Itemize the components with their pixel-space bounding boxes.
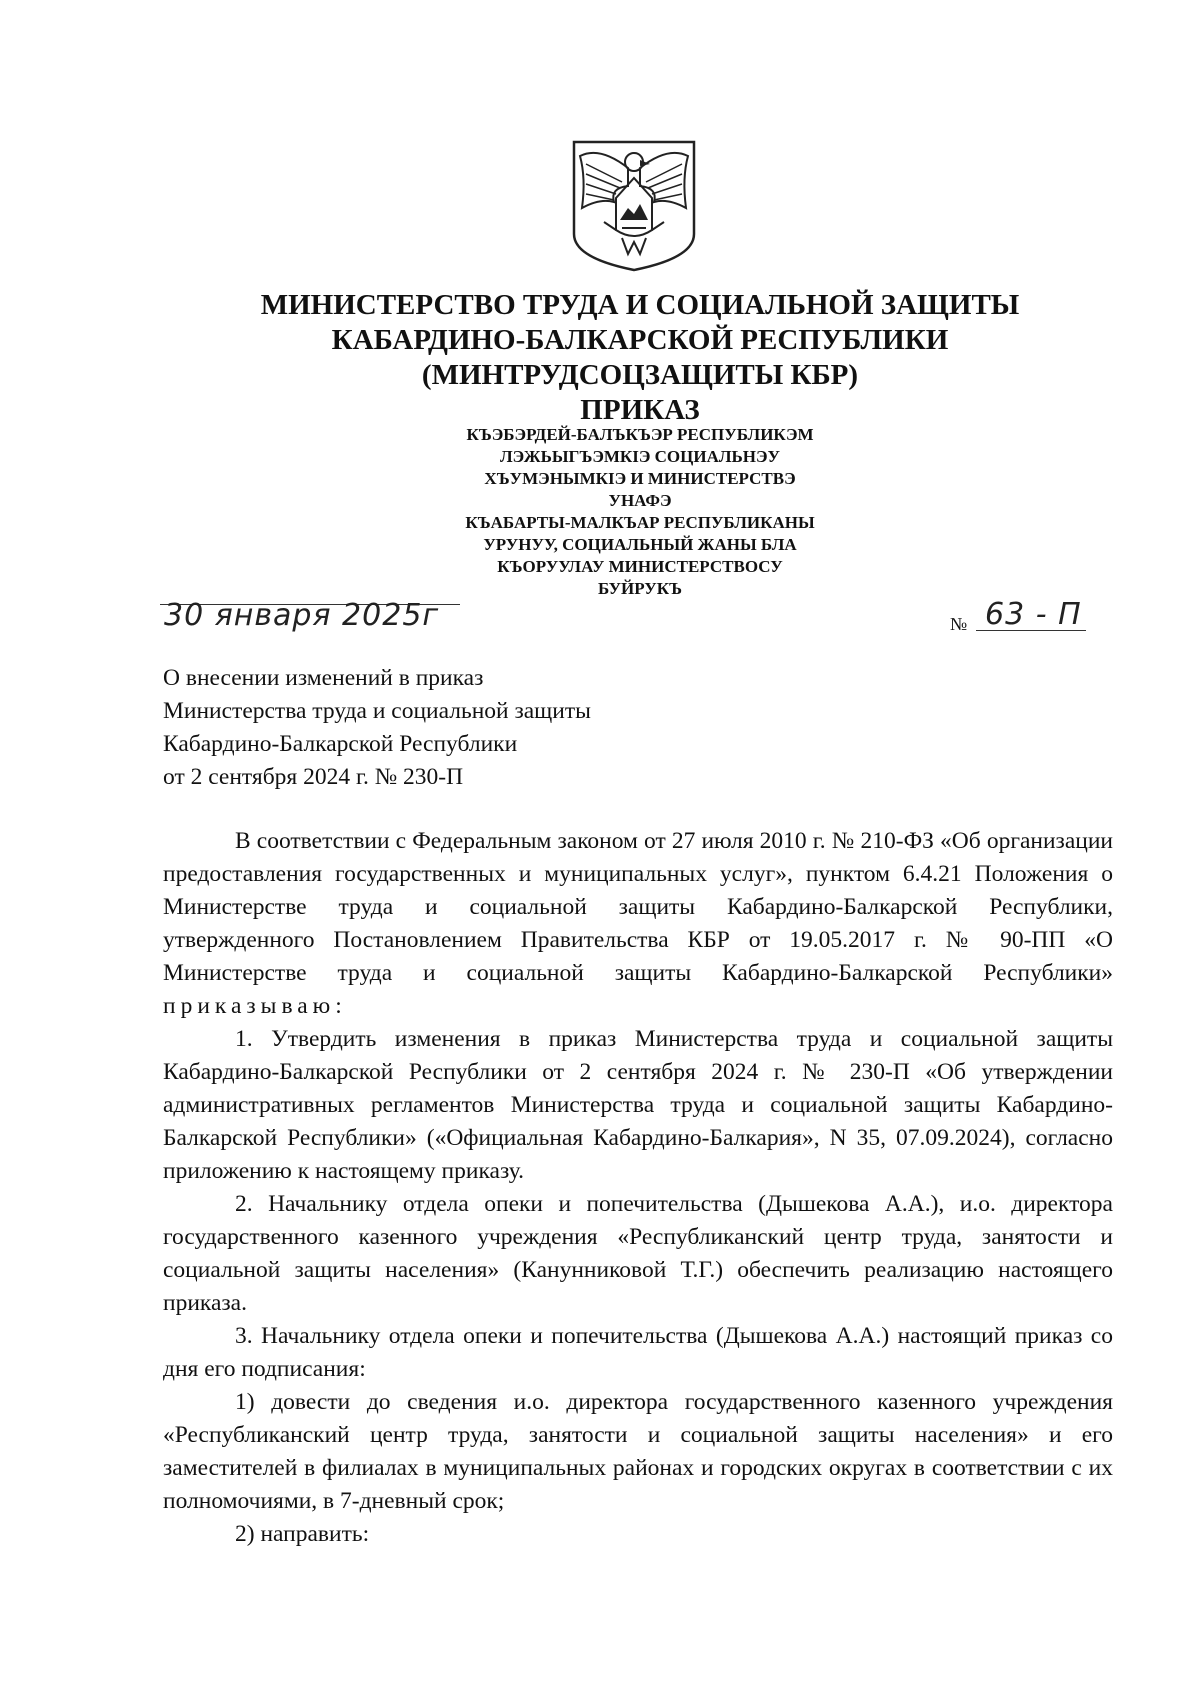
item-3-1-paragraph: 1) довести до сведения и.о. директора государственного казенного учреждения «Республиканский центр труда, занятости и социальной защиты населения» и его заместителей в филиалах в муниципальных районах и городских округах в соответствии с их полномочиями, в 7-дневный срок; bbox=[163, 1389, 1113, 1514]
order-body bbox=[163, 825, 1113, 1551]
item-1-paragraph: 1. Утвердить изменения в приказ Министерства труда и социальной защиты Кабардино-Балкарской Республики от 2 сентября 2024 г. № 230-П «Об утверждении административных регламентов Министерства труда и социальной защиты Кабардино-Балкарской Республики» («Официальная Кабардино-Балкария», N 35, 07.09.2024), согласно приложению к настоящему приказу. bbox=[163, 1026, 1113, 1184]
coat-of-arms-emblem bbox=[570, 138, 698, 274]
native-header-line: ХЪУМЭНЫМКIЭ И МИНИСТЕРСТВЭ bbox=[484, 469, 796, 488]
subject-line: О внесении изменений в приказ bbox=[163, 665, 484, 691]
native-header-line: БУЙРУКЪ bbox=[597, 579, 683, 598]
native-header-line: УНАФЭ bbox=[608, 491, 672, 510]
native-header-line: ЛЭЖЬЫГЪЭМКIЭ СОЦИАЛЬНЭУ bbox=[500, 447, 780, 466]
order-heading: ПРИКАЗ bbox=[580, 394, 700, 426]
ministry-abbreviation: (МИНТРУДСОЦЗАЩИТЫ КБР) bbox=[421, 359, 859, 391]
preamble-text: В соответствии с Федеральным законом от 27 июля 2010 г. № 210-ФЗ «Об организации предоставления государственных и муниципальных услуг», пунктом 6.4.21 Положения о Министерстве труда и социальной защиты Кабардино-Балкарской Республики, утвержденного Постановлением Правительства КБР от 19.05.2017 г. № 90-ПП «О Министерстве труда и социальной защиты Кабардино-Балкарской Республики» bbox=[163, 828, 1113, 986]
item-3-2-paragraph: 2) направить: bbox=[235, 1521, 370, 1547]
order-verb: приказываю: bbox=[163, 993, 347, 1019]
item-3-paragraph: 3. Начальнику отдела опеки и попечительства (Дышекова А.А.) настоящий приказ со дня его подписания: bbox=[163, 1323, 1113, 1382]
subject-line: от 2 сентября 2024 г. № 230-П bbox=[163, 764, 464, 790]
native-language-header bbox=[300, 424, 980, 600]
ministry-title-line-1: МИНИСТЕРСТВО ТРУДА И СОЦИАЛЬНОЙ ЗАЩИТЫ bbox=[260, 289, 1020, 321]
order-subject bbox=[163, 662, 591, 794]
ministry-title-line-2: КАБАРДИНО-БАЛКАРСКОЙ РЕСПУБЛИКИ bbox=[331, 324, 949, 356]
native-header-line: КЪОРУУЛАУ МИНИСТЕРСТВОСУ bbox=[497, 557, 783, 576]
eagle-emblem-icon bbox=[570, 138, 698, 274]
number-label: № bbox=[950, 614, 968, 634]
native-header-line: КЪАБАРТЫ-МАЛКЪАР РЕСПУБЛИКАНЫ bbox=[465, 513, 815, 532]
native-header-line: КЪЭБЭРДЕЙ-БАЛЪКЪЭР РЕСПУБЛИКЭМ bbox=[466, 425, 814, 444]
order-number: 63 - П bbox=[985, 597, 1082, 632]
preamble-paragraph bbox=[163, 825, 1113, 1023]
native-header-line: УРУНУУ, СОЦИАЛЬНЫЙ ЖАНЫ БЛА bbox=[483, 535, 797, 554]
subject-line: Кабардино-Балкарской Республики bbox=[163, 731, 518, 757]
order-date: 30 января 2025г bbox=[164, 598, 440, 633]
subject-line: Министерства труда и социальной защиты bbox=[163, 698, 591, 724]
item-2-paragraph: 2. Начальнику отдела опеки и попечительства (Дышекова А.А.), и.о. директора государственного казенного учреждения «Республиканский центр труда, занятости и социальной защиты населения» (Канунниковой Т.Г.) обеспечить реализацию настоящего приказа. bbox=[163, 1191, 1113, 1316]
